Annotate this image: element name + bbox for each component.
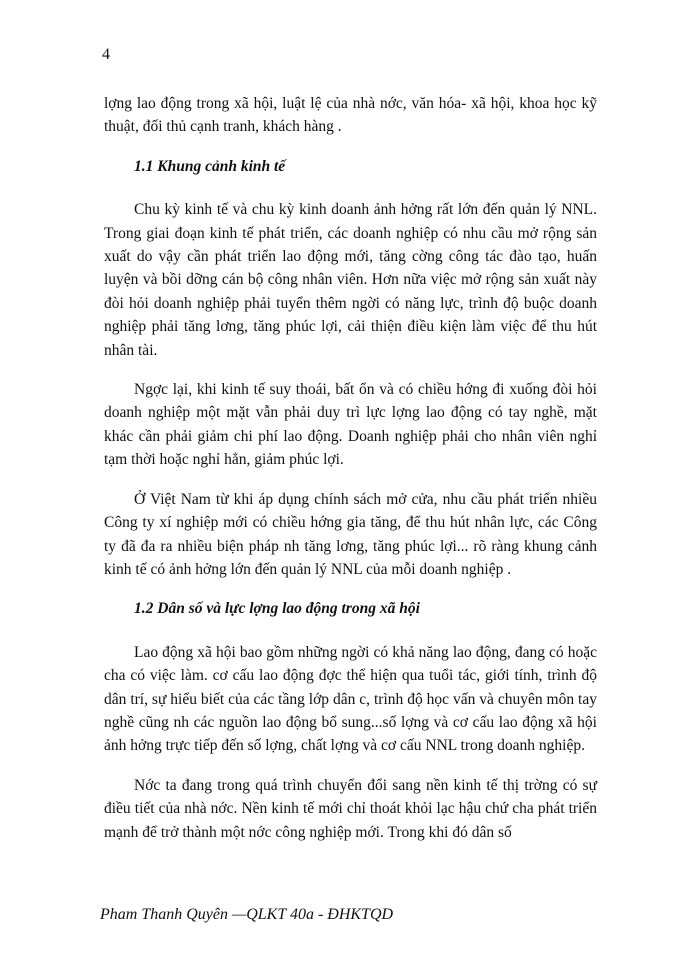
paragraph: Ngợc lại, khi kinh tế suy thoái, bất ổn và có chiều hớng đi xuống đòi hỏi doanh nghiệp một mặt vẫn phải duy trì lực lợng lao động có tay nghề, mặt khác cần phải giảm chi phí lao động. Doanh nghiệp phải cho nhân viên nghỉ tạm thời hoặc nghỉ hẳn, giảm phúc lợi. <box>104 381 597 469</box>
paragraph: Ở Việt Nam từ khi áp dụng chính sách mở cửa, nhu cầu phát triển nhiều Công ty xí nghiệp mới có chiều hớng gia tăng, để thu hút nhân lực, các Công ty đã đa ra nhiều biện pháp nh tăng lơng, tăng phúc lợi... rõ ràng khung cảnh kinh tế có ảnh hởng lớn đến quản lý NNL của mỗi doanh nghiệp . <box>104 490 597 578</box>
paragraph: Nớc ta đang trong quá trình chuyển đổi sang nền kinh tế thị trờng có sự điều tiết của nhà nớc. Nền kinh tế mới chỉ thoát khỏi lạc hậu chứ cha phát triển mạnh để trở thành một nớc công nghiệp mới. Trong khi đó dân số <box>104 776 597 841</box>
paragraph: Lao động xã hội bao gồm những ngời có khả năng lao động, đang có hoặc cha có việc làm. cơ cấu lao động đợc thể hiện qua tuổi tác, giới tính, trình độ dân trí, sự hiểu biết của các tầng lớp dân c, trình độ học vấn và chuyên môn tay nghề cũng nh các nguồn lao động bổ sung...số lợng và cơ cấu lao động xã hội ảnh hởng trực tiếp đến số lợng, chất lợng và cơ cấu NNL trong doanh nghiệp. <box>104 643 597 755</box>
section-heading: 1.2 Dân số và lực lợng lao động trong xã hội <box>134 600 420 618</box>
paragraph: lợng lao động trong xã hội, luật lệ của nhà nớc, văn hóa- xã hội, khoa học kỹ thuật, đối thủ cạnh tranh, khách hàng . <box>104 95 597 136</box>
page-footer: Pham Thanh Quyên —QLKT 40a - ĐHKTQD <box>100 906 394 923</box>
document-body <box>104 92 597 860</box>
page-number: 4 <box>102 46 110 63</box>
paragraph: Chu kỳ kinh tế và chu kỳ kinh doanh ảnh hởng rất lớn đến quản lý NNL. Trong giai đoạn kinh tế phát triển, các doanh nghiệp có nhu cầu mở rộng sản xuất do vậy cần phát triển lao động mới, tăng cờng công tác đào tạo, huấn luyện và bồi dỡng cán bộ công nhân viên. Hơn nữa việc mở rộng sản xuất này đòi hỏi doanh nghiệp phải tuyển thêm ngời có năng lực, trình độ buộc doanh nghiệp phải tăng lơng, tăng phúc lợi, cải thiện điều kiện làm việc để thu hút nhân tài. <box>104 201 597 359</box>
section-heading: 1.1 Khung cảnh kinh tế <box>134 157 286 175</box>
